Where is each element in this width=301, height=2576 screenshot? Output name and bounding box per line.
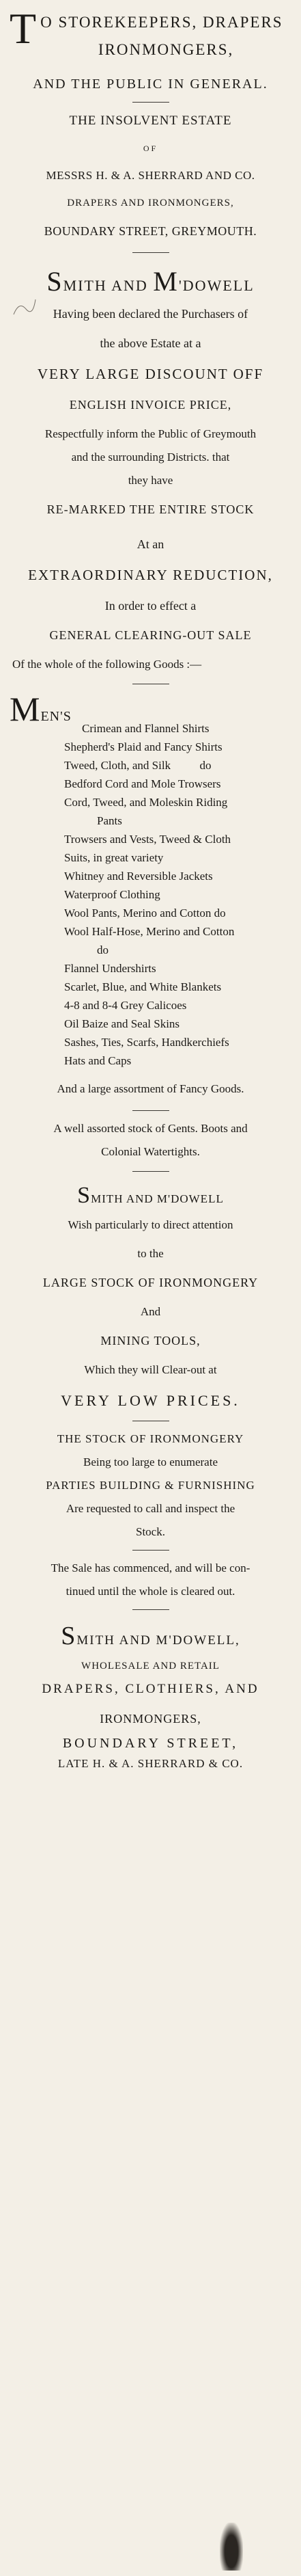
firm-rest-3: MITH AND M'DOWELL, bbox=[76, 1633, 240, 1648]
firm-initial-s: S bbox=[46, 266, 63, 297]
street-line: BOUNDARY STREET, bbox=[62, 1736, 239, 1751]
order-line: In order to effect a bbox=[104, 599, 197, 613]
list-item: Pants bbox=[97, 814, 122, 827]
header-dropcap: T bbox=[10, 10, 37, 53]
list-item: Wool Pants, Merino and Cotton do bbox=[64, 907, 226, 920]
assorted-line-1: A well assorted stock of Gents. Boots and bbox=[53, 1122, 248, 1135]
firm-initial-m: M bbox=[153, 266, 179, 297]
inform-line-1: Respectfully inform the Public of Greymouth bbox=[44, 427, 257, 440]
mens-dropcap: M bbox=[10, 690, 41, 728]
header-line-2: IRONMONGERS, bbox=[98, 41, 234, 58]
estate-block bbox=[10, 113, 291, 239]
parties-line: PARTIES BUILDING & FURNISHING bbox=[46, 1479, 255, 1492]
stock-block bbox=[10, 1432, 291, 1539]
estate-address: BOUNDARY STREET, GREYMOUTH. bbox=[44, 224, 257, 238]
estate-trade: DRAPERS AND IRONMONGERS, bbox=[67, 198, 234, 209]
divider bbox=[132, 252, 169, 253]
list-item: Hats and Caps bbox=[64, 1054, 132, 1067]
list-item: Suits, in great variety bbox=[64, 851, 164, 864]
which-line: Which they will Clear-out at bbox=[84, 1363, 217, 1376]
firm-name bbox=[10, 265, 291, 297]
ironmongery-block bbox=[10, 1183, 291, 1410]
at-an-line: At an bbox=[137, 537, 164, 551]
firm-part: MITH AND bbox=[63, 277, 154, 294]
whole-line: Of the whole of the following Goods :— bbox=[12, 658, 202, 671]
low-prices-line: VERY LOW PRICES. bbox=[61, 1392, 240, 1409]
divider bbox=[132, 1609, 169, 1610]
firm-initial-s-2: S bbox=[77, 1183, 91, 1208]
estate-firm: MESSRS H. & A. SHERRARD AND CO. bbox=[46, 169, 255, 182]
divider bbox=[132, 1171, 169, 1172]
firm-name-2 bbox=[10, 1183, 291, 1209]
estate-title: THE INSOLVENT ESTATE bbox=[69, 113, 232, 128]
list-item: Tweed, Cloth, and Silk do bbox=[64, 759, 212, 772]
firm-end: 'DOWELL bbox=[178, 277, 255, 294]
sale-line-2: tinued until the whole is cleared out. bbox=[66, 1585, 235, 1598]
requested-line: Are requested to call and inspect the bbox=[66, 1502, 235, 1515]
large-stock-line: LARGE STOCK OF IRONMONGERY bbox=[42, 1276, 259, 1289]
extraordinary-line: EXTRAORDINARY REDUCTION, bbox=[28, 567, 273, 583]
list-item: Bedford Cord and Mole Trowsers bbox=[64, 777, 221, 790]
list-item: Flannel Undershirts bbox=[64, 962, 156, 975]
goods-list bbox=[10, 690, 291, 1098]
list-item: Scarlet, Blue, and White Blankets bbox=[64, 980, 222, 993]
divider bbox=[132, 1110, 169, 1111]
inform-line-2: and the surrounding Districts. that bbox=[71, 451, 230, 464]
estate-of: OF bbox=[143, 144, 158, 153]
to-the-line: to the bbox=[137, 1247, 164, 1260]
assorted-block bbox=[10, 1122, 291, 1159]
ink-mark bbox=[11, 294, 38, 321]
list-item: Crimean and Flannel Shirts bbox=[82, 722, 210, 735]
header-line-1: O STOREKEEPERS, DRAPERS bbox=[40, 14, 283, 31]
firm-name-3 bbox=[10, 1621, 291, 1651]
header-line-3: AND THE PUBLIC IN GENERAL. bbox=[33, 77, 268, 92]
remarked-line: RE-MARKED THE ENTIRE STOCK bbox=[46, 502, 255, 516]
stock-being: Being too large to enumerate bbox=[83, 1455, 218, 1468]
list-item: Shepherd's Plaid and Fancy Shirts bbox=[64, 740, 223, 753]
ironmongers-line: IRONMONGERS, bbox=[100, 1712, 201, 1726]
tools-line: MINING TOOLS, bbox=[100, 1334, 201, 1347]
drapers-line: DRAPERS, CLOTHIERS, AND bbox=[42, 1682, 259, 1696]
intro-block bbox=[10, 265, 291, 671]
ink-stain bbox=[220, 2523, 243, 2571]
list-item: Wool Half-Hose, Merino and Cotton bbox=[64, 925, 235, 938]
header-block bbox=[10, 10, 291, 92]
list-item: 4-8 and 8-4 Grey Calicoes bbox=[64, 999, 187, 1012]
wish-line: Wish particularly to direct attention bbox=[68, 1218, 233, 1231]
declared-line-2: the above Estate at a bbox=[100, 336, 201, 350]
list-item: Cord, Tweed, and Moleskin Riding bbox=[64, 796, 228, 809]
goods-items bbox=[10, 719, 291, 1070]
invoice-line: ENGLISH INVOICE PRICE, bbox=[69, 398, 232, 412]
stock-line: Stock. bbox=[136, 1525, 165, 1538]
list-item: Whitney and Reversible Jackets bbox=[64, 870, 213, 883]
clearing-line: GENERAL CLEARING-OUT SALE bbox=[49, 628, 252, 642]
late-line: LATE H. & A. SHERRARD & CO. bbox=[57, 1757, 244, 1770]
inform-line-3: they have bbox=[128, 474, 173, 487]
list-item: Sashes, Ties, Scarfs, Handkerchiefs bbox=[64, 1036, 229, 1049]
and-line: And bbox=[140, 1305, 161, 1318]
divider bbox=[132, 102, 169, 103]
fancy-goods-line: And a large assortment of Fancy Goods. bbox=[57, 1082, 244, 1095]
sale-block bbox=[10, 1561, 291, 1598]
wholesale-line: WHOLESALE AND RETAIL bbox=[81, 1661, 220, 1672]
stock-title: THE STOCK OF IRONMONGERY bbox=[57, 1432, 244, 1445]
list-item: Oil Baize and Seal Skins bbox=[64, 1017, 180, 1030]
discount-line: VERY LARGE DISCOUNT OFF bbox=[37, 366, 264, 382]
divider bbox=[132, 1550, 169, 1551]
list-item: Waterproof Clothing bbox=[64, 888, 160, 901]
firm-rest-2: MITH AND M'DOWELL bbox=[91, 1192, 224, 1205]
declared-line-1: Having been declared the Purchasers of bbox=[53, 307, 248, 321]
footer-block bbox=[10, 1621, 291, 1771]
list-item: Trowsers and Vests, Tweed & Cloth bbox=[64, 833, 231, 846]
sale-line-1: The Sale has commenced, and will be con- bbox=[51, 1561, 250, 1574]
mens-rest: EN'S bbox=[40, 709, 72, 724]
firm-initial-s-3: S bbox=[61, 1622, 77, 1650]
list-item: do bbox=[97, 943, 109, 956]
assorted-line-2: Colonial Watertights. bbox=[101, 1145, 200, 1158]
